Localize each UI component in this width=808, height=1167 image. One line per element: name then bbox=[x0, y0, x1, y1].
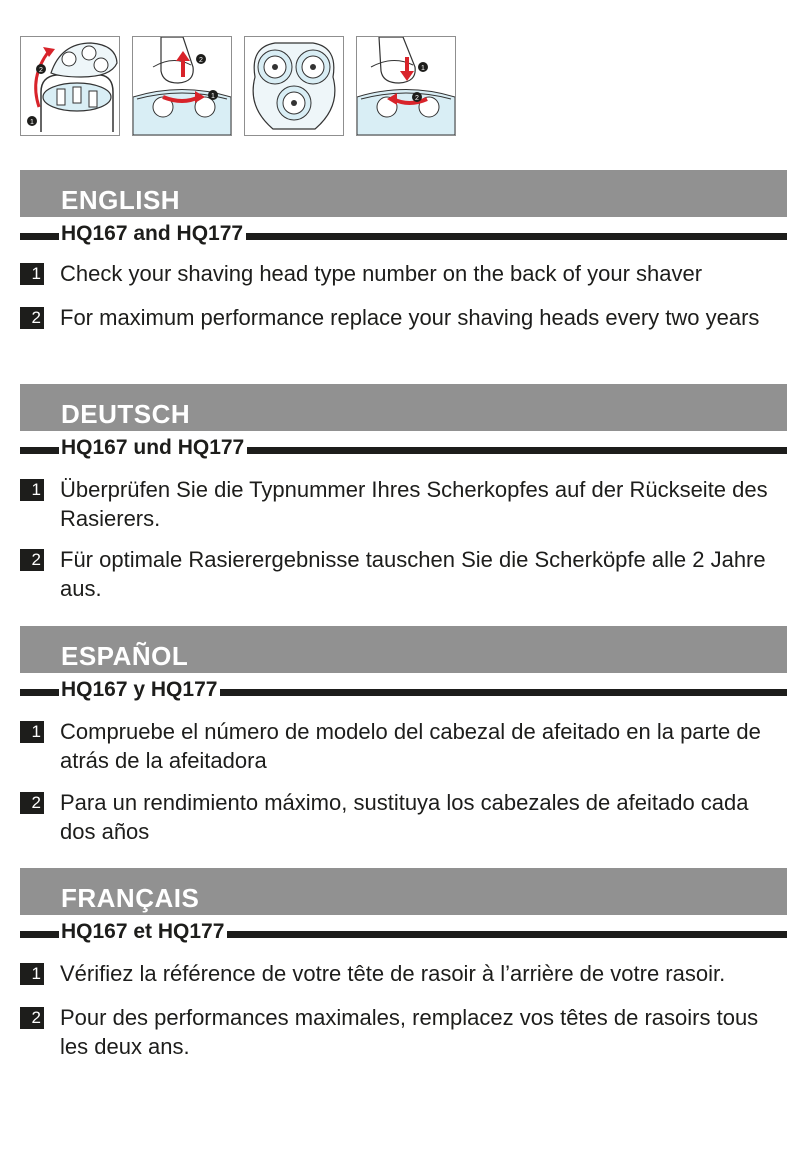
rule-right bbox=[247, 447, 787, 454]
language-heading: ENGLISH bbox=[20, 170, 787, 217]
shaving-heads-drawing bbox=[245, 37, 343, 135]
rule-right bbox=[227, 931, 787, 938]
step-number: 1 bbox=[20, 263, 44, 285]
illus1-label-2: 2 bbox=[39, 67, 43, 74]
step-number: 2 bbox=[20, 307, 44, 329]
rule-left bbox=[20, 233, 59, 240]
step-item bbox=[20, 259, 787, 288]
step-item bbox=[20, 959, 787, 988]
illustration-place-retaining-frame bbox=[356, 36, 456, 136]
step-item bbox=[20, 545, 787, 603]
model-heading bbox=[20, 431, 787, 463]
model-title: HQ167 and HQ177 bbox=[61, 221, 244, 245]
step-item bbox=[20, 717, 787, 775]
model-heading bbox=[20, 915, 787, 947]
step-item bbox=[20, 303, 787, 332]
step-text: For maximum performance replace your shaving heads every two years bbox=[60, 305, 760, 330]
model-title: HQ167 y HQ177 bbox=[61, 677, 218, 701]
step-number: 2 bbox=[20, 1007, 44, 1029]
illus2-label-1: 1 bbox=[211, 93, 215, 100]
model-heading bbox=[20, 217, 787, 249]
illustration-remove-retaining-frame bbox=[132, 36, 232, 136]
language-heading: ESPAÑOL bbox=[20, 626, 787, 673]
step-number: 2 bbox=[20, 549, 44, 571]
model-heading bbox=[20, 673, 787, 705]
place-retaining-frame-drawing bbox=[357, 37, 455, 135]
illustration-shaving-heads-top-view bbox=[244, 36, 344, 136]
illustration-row bbox=[20, 36, 454, 136]
model-title: HQ167 et HQ177 bbox=[61, 919, 225, 943]
language-heading: DEUTSCH bbox=[20, 384, 787, 431]
remove-retaining-frame-drawing bbox=[133, 37, 231, 135]
step-text: Compruebe el número de modelo del cabezal de afeitado en la parte de atrás de la afeitadora bbox=[60, 719, 761, 773]
step-text: Pour des performances maximales, remplacez vos têtes de rasoirs tous les deux ans. bbox=[60, 1005, 759, 1059]
language-heading: FRANÇAIS bbox=[20, 868, 787, 915]
rule-left bbox=[20, 931, 59, 938]
illus2-label-2: 2 bbox=[199, 57, 203, 64]
step-item bbox=[20, 475, 787, 533]
illus4-label-1: 1 bbox=[421, 65, 425, 72]
section-francais bbox=[20, 868, 787, 1061]
step-text: Para un rendimiento máximo, sustituya los cabezales de afeitado cada dos años bbox=[60, 790, 749, 844]
rule-left bbox=[20, 689, 59, 696]
step-number: 1 bbox=[20, 721, 44, 743]
step-item bbox=[20, 1003, 787, 1061]
open-shaving-unit-drawing bbox=[21, 37, 119, 135]
step-item bbox=[20, 788, 787, 846]
step-text: Vérifiez la référence de votre tête de rasoir à l’arrière de votre rasoir. bbox=[60, 961, 726, 986]
step-number: 1 bbox=[20, 963, 44, 985]
step-number: 2 bbox=[20, 792, 44, 814]
step-text: Check your shaving head type number on the back of your shaver bbox=[60, 261, 703, 286]
model-title: HQ167 und HQ177 bbox=[61, 435, 245, 459]
section-english bbox=[20, 170, 787, 332]
illustration-open-shaving-unit bbox=[20, 36, 120, 136]
step-text: Für optimale Rasierergebnisse tauschen Sie die Scherköpfe alle 2 Jahre aus. bbox=[60, 547, 766, 601]
step-number: 1 bbox=[20, 479, 44, 501]
section-deutsch bbox=[20, 384, 787, 603]
rule-left bbox=[20, 447, 59, 454]
section-espanol bbox=[20, 626, 787, 846]
illus4-label-2: 2 bbox=[415, 95, 419, 102]
step-text: Überprüfen Sie die Typnummer Ihres Scherkopfes auf der Rückseite des Rasierers. bbox=[60, 477, 768, 531]
rule-right bbox=[220, 689, 787, 696]
illus1-label-1: 1 bbox=[30, 119, 34, 126]
rule-right bbox=[246, 233, 787, 240]
